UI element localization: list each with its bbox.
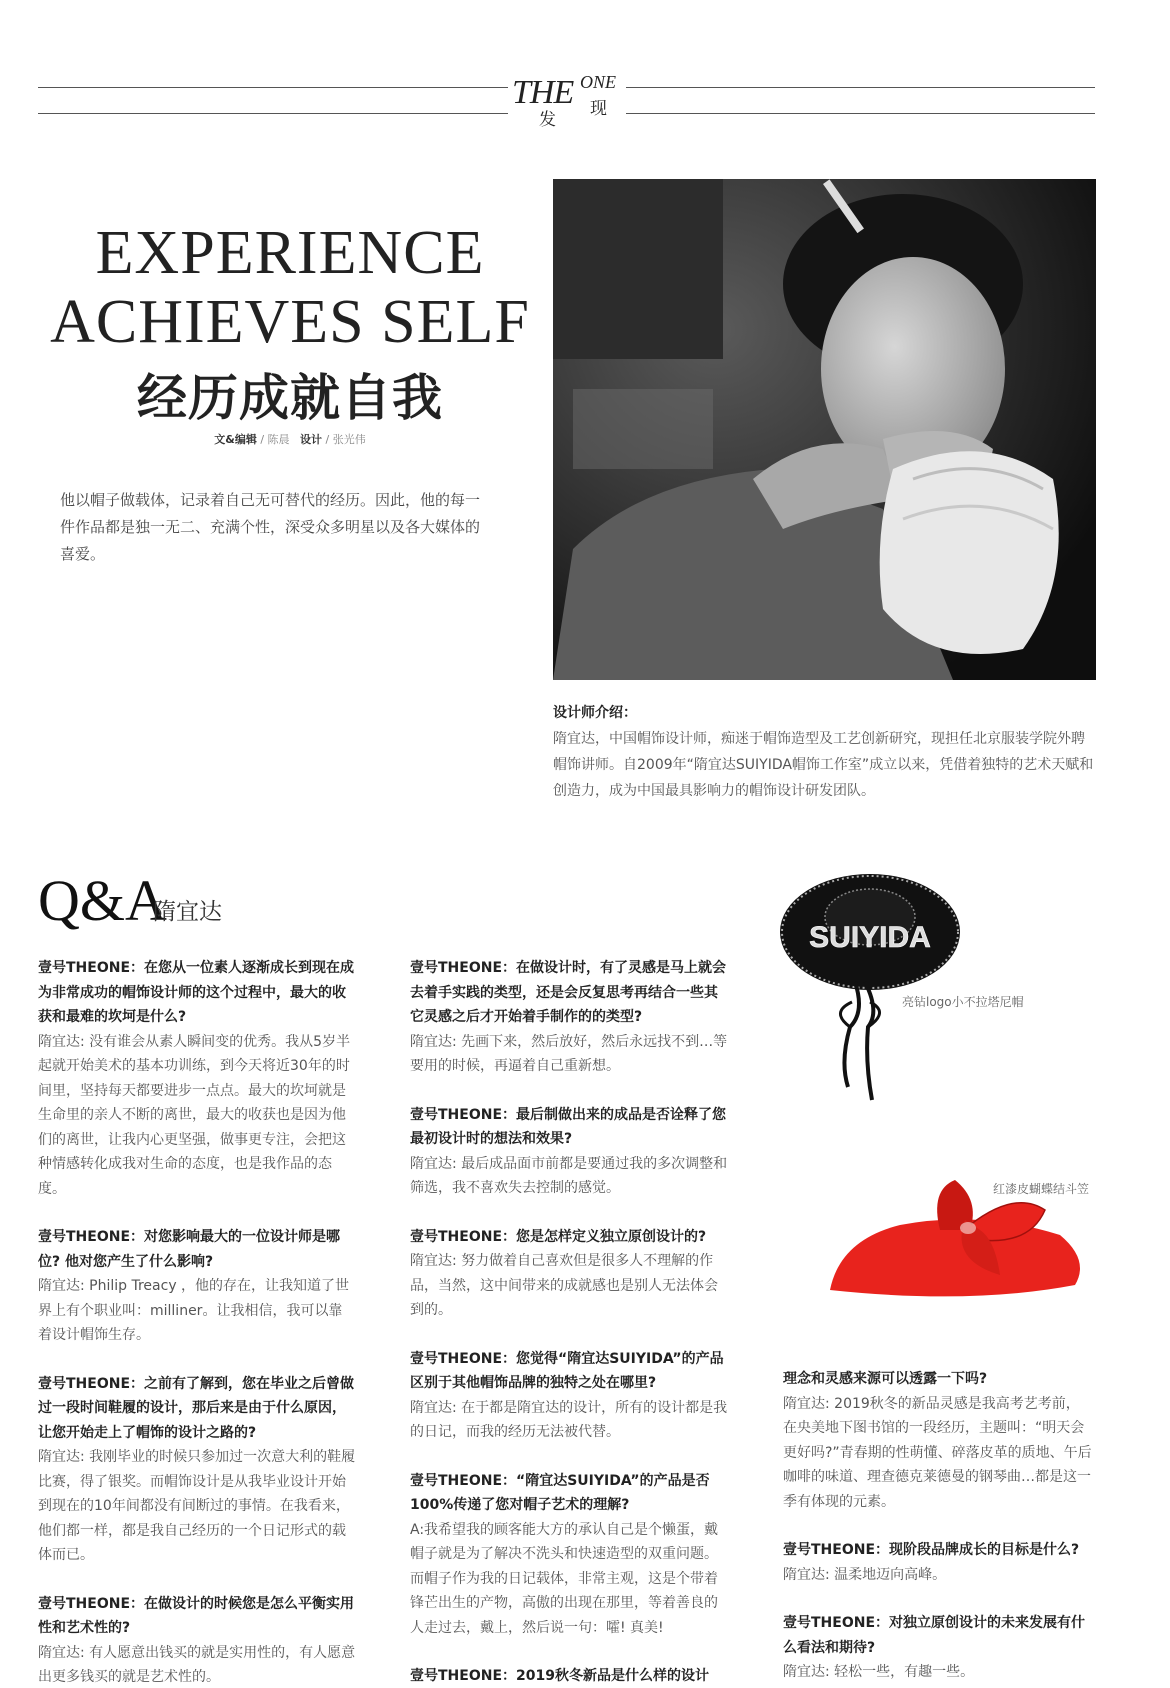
logo-xian: 现 <box>590 99 607 119</box>
title-cn: 经历成就自我 <box>137 368 443 427</box>
qa-item <box>410 1225 728 1323</box>
title-en-line1: EXPERIENCE <box>95 219 485 287</box>
answer: 隋宜达: 最后成品面市前都是要通过我的多次调整和筛选，我不喜欢失去控制的感觉。 <box>410 1155 728 1196</box>
hat1-brand-text: SUIYIDA <box>809 921 931 954</box>
qa-item <box>783 1611 1093 1685</box>
qa-item <box>38 1592 356 1688</box>
logo-one: ONE <box>580 72 616 92</box>
hat1-caption: 亮钻logo小不拉塔尼帽 <box>902 995 1024 1009</box>
designer-photo <box>553 179 1096 680</box>
header-rule-bottom-right <box>626 113 1095 114</box>
logo-the: THE <box>512 74 574 111</box>
header-rule-top-left <box>38 87 508 88</box>
answer: 隋宜达: 有人愿意出钱买的就是实用性的，有人愿意出更多钱买的就是艺术性的。 <box>38 1644 356 1685</box>
qa-item <box>783 1538 1093 1587</box>
designer-bio <box>553 700 1098 804</box>
question: 壹号THEONE：最后制做出来的成品是否诠释了您最初设计时的想法和效果? <box>410 1106 727 1147</box>
question: 壹号THEONE：2019秋冬新品是什么样的设计 <box>410 1668 709 1684</box>
question: 理念和灵感来源可以透露一下吗? <box>783 1371 988 1387</box>
qa-item <box>410 1347 728 1445</box>
intro-paragraph: 他以帽子做载体，记录着自己无可替代的经历。因此，他的每一件作品都是独一无二、充满个性，深受众多明星以及各大媒体的喜爱。 <box>60 491 481 563</box>
qa-item <box>38 956 356 1201</box>
qa-item <box>410 1664 728 1688</box>
qa-item <box>38 1372 356 1568</box>
hat2-caption: 红漆皮蝴蝶结斗笠 <box>993 1182 1090 1196</box>
answer: 隋宜达: 没有谁会从素人瞬间变的优秀。我从5岁半起就开始美术的基本功训练，到今天将近30年的时间里，坚持每天都要进步一点点。最大的坎坷就是生命里的亲人不断的离世，最大的收获也是因为他们的离世，让我内心更坚强，做事更专注，会把这种情感转化成我对生命的态度，也是我作品的态度。 <box>38 1033 351 1197</box>
question: 壹号THEONE：在做设计的时候您是怎么平衡实用性和艺术性的? <box>38 1595 355 1636</box>
question: 壹号THEONE：“隋宜达SUIYIDA”的产品是否100%传递了您对帽子艺术的理解? <box>410 1472 710 1513</box>
qa-title: Q&A <box>38 868 167 933</box>
answer: A:我希望我的顾客能大方的承认自己是个懒蛋，戴帽子就是为了解决不洗头和快速造型的双重问题。而帽子作为我的日记载体，非常主观，这是个带着锋芒出生的产物，高傲的出现在那里，等着善良的人走过去，戴上，然后说一句：嚯! 真美! <box>410 1521 719 1636</box>
qa-column-3 <box>783 1367 1093 1688</box>
question: 壹号THEONE：在做设计时，有了灵感是马上就会去着手实践的类型，还是会反复思考再结合一些其它灵感之后才开始着手制作的的类型? <box>410 960 727 1025</box>
credits <box>40 431 540 447</box>
qa-column-2 <box>410 956 728 1688</box>
question: 壹号THEONE：在您从一位素人逐渐成长到现在成为非常成功的帽饰设计师的这个过程中，最大的收获和最难的坎坷是什么? <box>38 960 355 1025</box>
qa-item <box>783 1367 1093 1514</box>
header-rule-top-right <box>626 87 1095 88</box>
logo-fa: 发 <box>539 110 556 130</box>
answer: 隋宜达: Philip Treacy ，他的存在，让我知道了世界上有个职业叫：milliner。让我相信，我可以靠着设计帽饰生存。 <box>38 1278 350 1343</box>
question: 壹号THEONE：您是怎样定义独立原创设计的? <box>410 1228 707 1245</box>
answer: 隋宜达: 在于都是隋宜达的设计，所有的设计都是我的日记，而我的经历无法被代替。 <box>410 1399 728 1440</box>
qa-item <box>38 1225 356 1348</box>
answer: 隋宜达: 温柔地迈向高峰。 <box>783 1566 947 1583</box>
question: 壹号THEONE：现阶段品牌成长的目标是什么? <box>783 1542 1080 1558</box>
answer: 隋宜达: 先画下来，然后放好，然后永远找不到…等要用的时候，再逼着自己重新想。 <box>410 1033 728 1074</box>
qa-name: 隋宜达 <box>153 899 222 925</box>
question: 壹号THEONE：您觉得“隋宜达SUIYIDA”的产品区别于其他帽饰品牌的独特之处在哪里? <box>410 1350 724 1391</box>
answer: 隋宜达: 努力做着自己喜欢但是很多人不理解的作品，当然，这中间带来的成就感也是别人无法体会到的。 <box>410 1253 718 1318</box>
credits-text-label: 文&编辑 <box>214 433 257 446</box>
qa-item <box>410 1469 728 1641</box>
qa-item <box>410 956 728 1079</box>
question: 壹号THEONE：对独立原创设计的未来发展有什么看法和期待? <box>783 1615 1086 1656</box>
answer: 隋宜达: 轻松一些，有趣一些。 <box>783 1664 975 1680</box>
credits-design-label: 设计 <box>300 433 323 446</box>
theone-logo <box>512 70 622 132</box>
suiyida-black-hat-image <box>770 862 970 1102</box>
answer: 隋宜达: 2019秋冬的新品灵感是我高考艺考前，在央美地下图书馆的一段经历，主题叫：“明天会更好吗?”青春期的性萌懂、碎落皮革的质地、午后咖啡的味道、理查德克莱德曼的钢琴曲…都是这一季有体现的元素。 <box>783 1395 1092 1510</box>
bio-body: 隋宜达，中国帽饰设计师，痴迷于帽饰造型及工艺创新研究，现担任北京服装学院外聘帽饰讲师。自2009年“隋宜达SUIYIDA帽饰工作室”成立以来，凭借着独特的艺术天赋和创造力，成为中国最具影响力的帽饰设计研发团队。 <box>553 731 1094 799</box>
question: 壹号THEONE：之前有了解到，您在毕业之后曾做过一段时间鞋履的设计，那后来是由于什么原因，让您开始走上了帽饰的设计之路的? <box>38 1375 355 1441</box>
bio-title: 设计师介绍： <box>553 705 637 721</box>
question: 壹号THEONE：对您影响最大的一位设计师是哪位? 他对您产生了什么影响? <box>38 1229 341 1270</box>
credits-design-name: / 张光伟 <box>325 433 366 446</box>
credits-text-name: / 陈晨 <box>260 433 290 446</box>
header-rule-bottom-left <box>38 113 508 114</box>
title-en-line2: ACHIEVES SELF <box>50 288 530 356</box>
qa-column-1 <box>38 956 356 1688</box>
answer: 隋宜达: 我刚毕业的时候只参加过一次意大利的鞋履比赛，得了银奖。而帽饰设计是从我毕业设计开始到现在的10年间都没有间断过的事情。在我看来，他们都一样，都是我自己经历的一个日记形式的载体而已。 <box>38 1449 356 1563</box>
qa-item <box>410 1103 728 1201</box>
